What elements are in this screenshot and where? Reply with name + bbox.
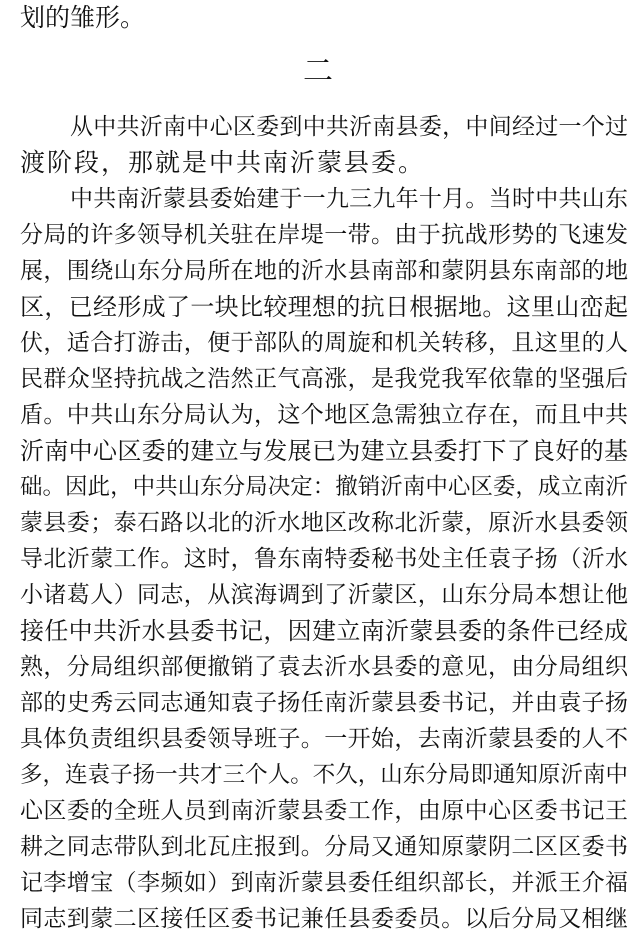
text-line: 小诸葛人）同志，从滨海调到了沂蒙区，山东分局本想让他 xyxy=(20,582,628,608)
text-line: 沂南中心区委的建立与发展已为建立县委打下了良好的基 xyxy=(20,437,628,465)
text-line: 熟，分局组织部便撤销了袁去沂水县委的意见，由分局组织 xyxy=(20,654,628,680)
text-line: 中共南沂蒙县委始建于一九三九年十月。当时中共山东 xyxy=(70,186,628,212)
text-line: 耕之同志带队到北瓦庄报到。分局又通知原蒙阴二区区委书 xyxy=(20,834,628,860)
text-line: 心区委的全班人员到南沂蒙县委工作，由原中心区委书记王 xyxy=(20,798,628,824)
text-line: 蒙县委；泰石路以北的沂水地区改称北沂蒙，原沂水县委领 xyxy=(20,510,628,536)
text-line: 伏，适合打游击，便于部队的周旋和机关转移，且这里的人 xyxy=(20,330,628,356)
text-line: 同志到蒙二区接任区委书记兼任县委委员。以后分局又相继 xyxy=(20,906,628,932)
text-line: 区，已经形成了一块比较理想的抗日根据地。这里山峦起 xyxy=(20,293,628,321)
text-line: 记李增宝（李频如）到南沂蒙县委任组织部长，并派王介福 xyxy=(20,870,628,896)
text-line: 从中共沂南中心区委到中共沂南县委，中间经过一个过 xyxy=(70,114,628,140)
text-line: 盾。中共山东分局认为，这个地区急需独立存在，而且中共 xyxy=(20,402,628,428)
carry-over-line: 划的雏形。 xyxy=(20,3,146,32)
text-line: 渡阶段，那就是中共南沂蒙县委。 xyxy=(20,148,426,177)
text-line: 导北沂蒙工作。这时，鲁东南特委秘书处主任袁子扬（沂水 xyxy=(20,546,628,572)
text-line: 部的史秀云同志通知袁子扬任南沂蒙县委书记，并由袁子扬 xyxy=(20,690,628,716)
text-line: 具体负责组织县委领导班子。一开始，去南沂蒙县委的人不 xyxy=(20,726,628,752)
text-line: 展，围绕山东分局所在地的沂水县南部和蒙阴县东南部的地 xyxy=(20,258,628,284)
text-line: 接任中共沂水县委书记，因建立南沂蒙县委的条件已经成 xyxy=(20,617,628,645)
text-line: 多，连袁子扬一共才三个人。不久，山东分局即通知原沂南中 xyxy=(20,762,628,788)
section-heading: 二 xyxy=(303,54,337,89)
text-line: 分局的许多领导机关驻在岸堤一带。由于抗战形势的飞速发 xyxy=(20,222,628,248)
text-line: 民群众坚持抗战之浩然正气高涨，是我党我军依靠的坚强后 xyxy=(20,366,628,392)
text-line: 础。因此，中共山东分局决定：撤销沂南中心区委，成立南沂 xyxy=(20,474,628,500)
